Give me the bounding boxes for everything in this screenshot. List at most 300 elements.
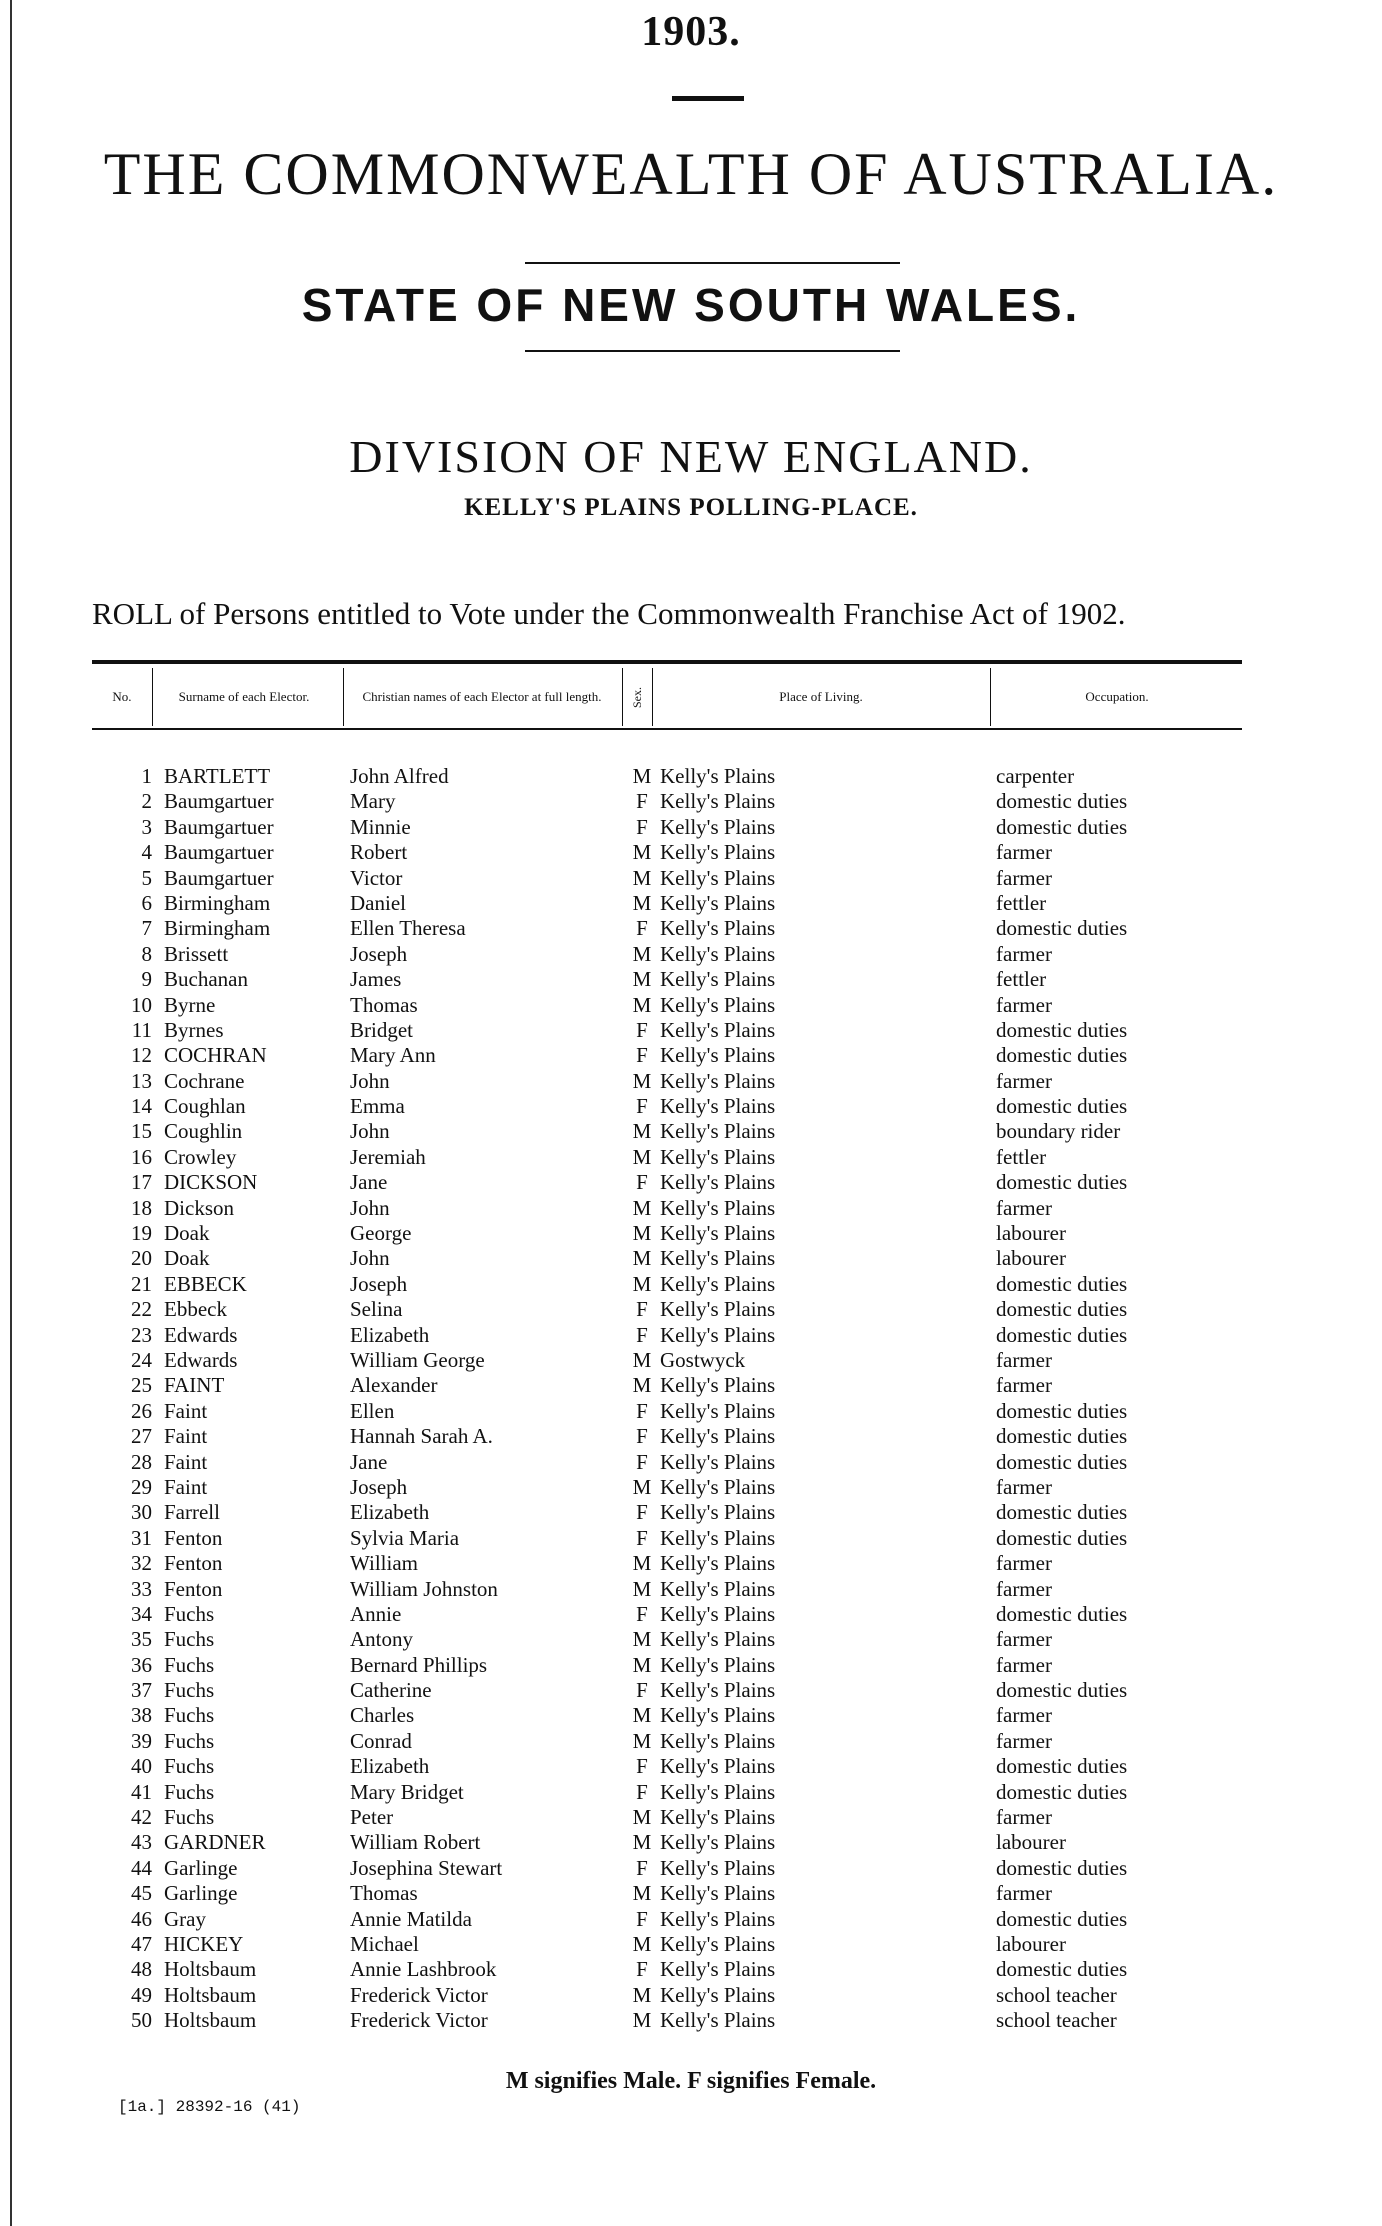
row-place-of-living: Kelly's Plains	[660, 1881, 776, 1906]
row-occupation: farmer	[996, 941, 1052, 966]
table-row	[92, 1094, 1252, 1119]
row-surname: Fuchs	[164, 1652, 215, 1677]
table-row	[92, 1830, 1252, 1855]
table-row	[92, 1856, 1252, 1881]
row-occupation: farmer	[996, 1805, 1052, 1830]
row-surname: Cochrane	[164, 1068, 245, 1093]
row-christian-names: Jane	[350, 1449, 388, 1474]
row-number: 5	[141, 865, 152, 890]
row-christian-names: Mary Bridget	[350, 1779, 464, 1804]
row-christian-names: Charles	[350, 1703, 415, 1728]
header-separator	[652, 668, 653, 726]
row-surname: Baumgartuer	[164, 814, 274, 839]
row-occupation: domestic duties	[996, 1500, 1128, 1525]
row-occupation: domestic duties	[996, 1043, 1128, 1068]
row-place-of-living: Kelly's Plains	[660, 1957, 776, 1982]
row-number: 32	[131, 1551, 152, 1576]
row-place-of-living: Kelly's Plains	[660, 840, 776, 865]
row-occupation: fettler	[996, 890, 1047, 915]
table-row	[92, 891, 1252, 916]
row-sex: F	[636, 1906, 648, 1931]
row-sex: F	[636, 1779, 648, 1804]
row-christian-names: Robert	[350, 840, 408, 865]
row-sex: F	[636, 1094, 648, 1119]
row-surname: Fenton	[164, 1525, 223, 1550]
row-number: 25	[131, 1373, 152, 1398]
row-occupation: domestic duties	[996, 814, 1128, 839]
row-occupation: domestic duties	[996, 1017, 1128, 1042]
row-place-of-living: Kelly's Plains	[660, 1373, 776, 1398]
row-place-of-living: Kelly's Plains	[660, 1322, 776, 1347]
row-occupation: farmer	[996, 1652, 1052, 1677]
table-row	[92, 1297, 1252, 1322]
row-place-of-living: Kelly's Plains	[660, 1271, 776, 1296]
row-surname: Dickson	[164, 1195, 234, 1220]
table-row	[92, 1043, 1252, 1068]
row-number: 34	[131, 1601, 152, 1626]
main-title: THE COMMONWEALTH OF AUSTRALIA.	[103, 141, 1279, 207]
row-occupation: farmer	[996, 1373, 1052, 1398]
row-christian-names: John Alfred	[350, 764, 449, 788]
division-heading: DIVISION OF NEW ENGLAND.	[349, 431, 1033, 482]
row-sex: F	[636, 916, 648, 941]
row-occupation: school teacher	[996, 2008, 1117, 2033]
row-occupation: farmer	[996, 1347, 1052, 1372]
row-number: 9	[141, 967, 152, 992]
header-no: No.	[112, 689, 132, 704]
table-row	[92, 1399, 1252, 1424]
row-number: 16	[131, 1144, 152, 1169]
row-christian-names: Jeremiah	[350, 1144, 426, 1169]
table-row	[92, 916, 1252, 941]
row-number: 12	[131, 1043, 152, 1068]
row-surname: Fuchs	[164, 1728, 215, 1753]
row-christian-names: Michael	[350, 1931, 419, 1956]
row-number: 30	[131, 1500, 152, 1525]
row-christian-names: Ellen	[350, 1398, 395, 1423]
row-number: 4	[141, 840, 152, 865]
row-number: 1	[141, 764, 152, 788]
row-christian-names: Elizabeth	[350, 1500, 430, 1525]
row-number: 21	[131, 1271, 152, 1296]
row-occupation: domestic duties	[996, 1754, 1128, 1779]
row-number: 13	[131, 1068, 152, 1093]
row-sex: F	[636, 1754, 648, 1779]
row-surname: Faint	[164, 1449, 208, 1474]
row-surname: Holtsbaum	[164, 1957, 257, 1982]
row-occupation: domestic duties	[996, 1855, 1128, 1880]
row-surname: Faint	[164, 1398, 208, 1423]
divider-short	[672, 96, 744, 101]
row-number: 39	[131, 1728, 152, 1753]
header-christian-names: Christian names of each Elector at full length.	[362, 689, 602, 704]
row-christian-names: Thomas	[350, 1881, 418, 1906]
row-sex: M	[632, 1373, 652, 1398]
row-christian-names: James	[350, 967, 402, 992]
row-place-of-living: Kelly's Plains	[660, 1855, 776, 1880]
row-number: 14	[131, 1094, 152, 1119]
row-christian-names: Ellen Theresa	[350, 916, 466, 941]
row-surname: EBBECK	[164, 1271, 247, 1296]
row-surname: Baumgartuer	[164, 789, 274, 814]
row-sex: F	[636, 1678, 648, 1703]
row-christian-names: Joseph	[350, 1271, 408, 1296]
sex-legend-footnote: M signifies Male. F signifies Female.	[505, 2068, 877, 2094]
row-occupation: farmer	[996, 1474, 1052, 1499]
row-surname: Birmingham	[164, 890, 271, 915]
table-row	[92, 1932, 1252, 1957]
row-place-of-living: Kelly's Plains	[660, 890, 776, 915]
row-place-of-living: Kelly's Plains	[660, 1500, 776, 1525]
table-row	[92, 866, 1252, 891]
row-number: 42	[131, 1805, 152, 1830]
row-occupation: domestic duties	[996, 1322, 1128, 1347]
row-sex: M	[632, 1195, 652, 1220]
row-surname: Faint	[164, 1474, 208, 1499]
row-sex: M	[632, 1982, 652, 2007]
table-row	[92, 1323, 1252, 1348]
row-sex: M	[632, 992, 652, 1017]
table-row	[92, 764, 1252, 789]
row-number: 22	[131, 1297, 152, 1322]
row-christian-names: Frederick Victor	[350, 2008, 488, 2033]
row-place-of-living: Kelly's Plains	[660, 1703, 776, 1728]
row-number: 35	[131, 1627, 152, 1652]
table-row	[92, 1526, 1252, 1551]
row-occupation: labourer	[996, 1830, 1066, 1855]
row-occupation: school teacher	[996, 1982, 1117, 2007]
row-occupation: labourer	[996, 1931, 1066, 1956]
table-row	[92, 967, 1252, 992]
row-place-of-living: Kelly's Plains	[660, 1424, 776, 1449]
header-separator	[152, 668, 153, 726]
row-surname: Fuchs	[164, 1754, 215, 1779]
row-place-of-living: Kelly's Plains	[660, 1779, 776, 1804]
row-occupation: domestic duties	[996, 1297, 1128, 1322]
row-christian-names: William Johnston	[350, 1576, 498, 1601]
table-row	[92, 840, 1252, 865]
table-row	[92, 1729, 1252, 1754]
row-sex: F	[636, 1297, 648, 1322]
row-christian-names: William George	[350, 1347, 485, 1372]
row-place-of-living: Kelly's Plains	[660, 992, 776, 1017]
row-sex: F	[636, 1601, 648, 1626]
row-surname: Crowley	[164, 1144, 237, 1169]
table-row	[92, 1373, 1252, 1398]
row-number: 6	[141, 890, 152, 915]
row-christian-names: Hannah Sarah A.	[350, 1424, 493, 1449]
row-number: 10	[131, 992, 152, 1017]
row-sex: M	[632, 1068, 652, 1093]
divider-state-bottom	[525, 350, 900, 352]
row-christian-names: Jane	[350, 1170, 388, 1195]
table-row	[92, 942, 1252, 967]
row-sex: F	[636, 1449, 648, 1474]
row-place-of-living: Kelly's Plains	[660, 2008, 776, 2033]
row-place-of-living: Kelly's Plains	[660, 1094, 776, 1119]
row-occupation: domestic duties	[996, 1424, 1128, 1449]
row-place-of-living: Kelly's Plains	[660, 1221, 776, 1246]
row-surname: Buchanan	[164, 967, 248, 992]
row-occupation: domestic duties	[996, 1678, 1128, 1703]
row-place-of-living: Kelly's Plains	[660, 764, 776, 788]
table-row	[92, 1703, 1252, 1728]
row-sex: F	[636, 1322, 648, 1347]
row-surname: Doak	[164, 1221, 210, 1246]
table-row	[92, 1119, 1252, 1144]
row-christian-names: Joseph	[350, 1474, 408, 1499]
row-christian-names: John	[350, 1246, 390, 1271]
row-occupation: farmer	[996, 840, 1052, 865]
row-occupation: farmer	[996, 1195, 1052, 1220]
row-number: 15	[131, 1119, 152, 1144]
table-row	[92, 1602, 1252, 1627]
row-place-of-living: Kelly's Plains	[660, 1017, 776, 1042]
polling-place-heading: KELLY'S PLAINS POLLING-PLACE.	[464, 494, 918, 521]
row-christian-names: Josephina Stewart	[350, 1855, 503, 1880]
row-surname: Holtsbaum	[164, 2008, 257, 2033]
row-number: 49	[131, 1982, 152, 2007]
row-occupation: farmer	[996, 1627, 1052, 1652]
row-christian-names: Elizabeth	[350, 1754, 430, 1779]
row-occupation: domestic duties	[996, 1094, 1128, 1119]
row-place-of-living: Kelly's Plains	[660, 1805, 776, 1830]
row-place-of-living: Kelly's Plains	[660, 1678, 776, 1703]
row-number: 33	[131, 1576, 152, 1601]
row-occupation: labourer	[996, 1221, 1066, 1246]
row-surname: GARDNER	[164, 1830, 266, 1855]
row-place-of-living: Kelly's Plains	[660, 1119, 776, 1144]
row-sex: F	[636, 1500, 648, 1525]
electoral-roll-table	[92, 764, 1252, 2034]
row-occupation: domestic duties	[996, 916, 1128, 941]
header-surname: Surname of each Elector.	[178, 689, 310, 704]
row-number: 46	[131, 1906, 152, 1931]
table-row	[92, 1907, 1252, 1932]
row-number: 26	[131, 1398, 152, 1423]
row-occupation: carpenter	[996, 764, 1075, 788]
table-row	[92, 1551, 1252, 1576]
row-surname: Holtsbaum	[164, 1982, 257, 2007]
row-surname: Doak	[164, 1246, 210, 1271]
row-christian-names: Frederick Victor	[350, 1982, 488, 2007]
table-row	[92, 1678, 1252, 1703]
row-number: 18	[131, 1195, 152, 1220]
page-left-border	[10, 0, 12, 2226]
table-top-rule	[92, 660, 1242, 664]
table-row	[92, 1246, 1252, 1271]
row-number: 7	[141, 916, 152, 941]
row-sex: F	[636, 1398, 648, 1423]
row-christian-names: Bridget	[350, 1017, 413, 1042]
row-sex: F	[636, 789, 648, 814]
header-sex: Sex.	[630, 686, 644, 708]
row-number: 11	[131, 1017, 152, 1042]
row-number: 28	[131, 1449, 152, 1474]
table-row	[92, 1069, 1252, 1094]
row-surname: Fenton	[164, 1576, 223, 1601]
row-surname: DICKSON	[164, 1170, 258, 1195]
row-occupation: domestic duties	[996, 789, 1128, 814]
row-sex: M	[632, 865, 652, 890]
row-occupation: domestic duties	[996, 1779, 1128, 1804]
row-place-of-living: Kelly's Plains	[660, 916, 776, 941]
row-number: 29	[131, 1474, 152, 1499]
row-number: 38	[131, 1703, 152, 1728]
row-occupation: fettler	[996, 967, 1047, 992]
row-surname: Baumgartuer	[164, 865, 274, 890]
row-sex: M	[632, 1474, 652, 1499]
table-row	[92, 815, 1252, 840]
row-christian-names: Daniel	[350, 890, 406, 915]
header-sex-cell	[624, 668, 650, 726]
row-surname: Baumgartuer	[164, 840, 274, 865]
row-occupation: domestic duties	[996, 1271, 1128, 1296]
row-place-of-living: Kelly's Plains	[660, 1144, 776, 1169]
row-place-of-living: Kelly's Plains	[660, 1931, 776, 1956]
row-christian-names: Bernard Phillips	[350, 1652, 488, 1677]
row-christian-names: Catherine	[350, 1678, 432, 1703]
row-place-of-living: Kelly's Plains	[660, 1398, 776, 1423]
row-christian-names: Minnie	[350, 814, 411, 839]
row-sex: M	[632, 1347, 652, 1372]
year-heading: 1903.	[641, 9, 741, 55]
row-christian-names: Elizabeth	[350, 1322, 430, 1347]
row-number: 48	[131, 1957, 152, 1982]
printer-reference: [1a.] 28392-16 (41)	[118, 2098, 301, 2116]
row-number: 19	[131, 1221, 152, 1246]
row-occupation: farmer	[996, 1576, 1052, 1601]
row-sex: M	[632, 1119, 652, 1144]
row-place-of-living: Kelly's Plains	[660, 865, 776, 890]
row-sex: M	[632, 1652, 652, 1677]
row-sex: M	[632, 1728, 652, 1753]
row-surname: BARTLETT	[164, 764, 271, 788]
row-place-of-living: Kelly's Plains	[660, 1170, 776, 1195]
row-number: 41	[131, 1779, 152, 1804]
row-sex: M	[632, 1830, 652, 1855]
row-christian-names: Antony	[350, 1627, 413, 1652]
row-occupation: boundary rider	[996, 1119, 1121, 1144]
row-number: 50	[131, 2008, 152, 2033]
row-occupation: domestic duties	[996, 1449, 1128, 1474]
row-number: 47	[131, 1931, 152, 1956]
row-surname: Fuchs	[164, 1703, 215, 1728]
row-occupation: domestic duties	[996, 1601, 1128, 1626]
row-sex: M	[632, 941, 652, 966]
header-separator	[343, 668, 344, 726]
header-place-of-living: Place of Living.	[779, 689, 863, 704]
table-row	[92, 1805, 1252, 1830]
row-place-of-living: Kelly's Plains	[660, 1576, 776, 1601]
row-surname: Fuchs	[164, 1805, 215, 1830]
row-christian-names: Alexander	[350, 1373, 438, 1398]
row-place-of-living: Kelly's Plains	[660, 1601, 776, 1626]
row-christian-names: George	[350, 1221, 412, 1246]
row-place-of-living: Kelly's Plains	[660, 1728, 776, 1753]
table-row	[92, 1881, 1252, 1906]
row-surname: Birmingham	[164, 916, 271, 941]
row-place-of-living: Kelly's Plains	[660, 1195, 776, 1220]
table-row	[92, 1754, 1252, 1779]
row-occupation: domestic duties	[996, 1906, 1128, 1931]
row-place-of-living: Kelly's Plains	[660, 814, 776, 839]
row-christian-names: Annie Lashbrook	[350, 1957, 497, 1982]
row-sex: M	[632, 1627, 652, 1652]
row-surname: Faint	[164, 1424, 208, 1449]
row-number: 8	[141, 941, 152, 966]
row-christian-names: Annie Matilda	[350, 1906, 472, 1931]
row-sex: M	[632, 1703, 652, 1728]
table-row	[92, 1450, 1252, 1475]
table-row	[92, 1475, 1252, 1500]
row-christian-names: Mary	[350, 789, 396, 814]
row-place-of-living: Kelly's Plains	[660, 1449, 776, 1474]
roll-title: ROLL of Persons entitled to Vote under the Commonwealth Franchise Act of 1902.	[92, 596, 1126, 631]
row-sex: M	[632, 1551, 652, 1576]
row-occupation: farmer	[996, 865, 1052, 890]
row-occupation: farmer	[996, 1881, 1052, 1906]
row-surname: COCHRAN	[164, 1043, 267, 1068]
row-place-of-living: Kelly's Plains	[660, 789, 776, 814]
table-row	[92, 1957, 1252, 1982]
table-row	[92, 1145, 1252, 1170]
header-separator	[622, 668, 623, 726]
row-sex: M	[632, 1805, 652, 1830]
row-sex: M	[632, 1221, 652, 1246]
row-occupation: domestic duties	[996, 1398, 1128, 1423]
row-number: 45	[131, 1881, 152, 1906]
row-place-of-living: Kelly's Plains	[660, 1551, 776, 1576]
row-sex: F	[636, 1957, 648, 1982]
row-christian-names: Selina	[350, 1297, 403, 1322]
row-christian-names: Emma	[350, 1094, 405, 1119]
row-place-of-living: Gostwyck	[660, 1347, 746, 1372]
row-place-of-living: Kelly's Plains	[660, 1652, 776, 1677]
row-sex: M	[632, 1931, 652, 1956]
row-number: 40	[131, 1754, 152, 1779]
row-surname: Edwards	[164, 1347, 238, 1372]
row-christian-names: Conrad	[350, 1728, 412, 1753]
row-occupation: farmer	[996, 992, 1052, 1017]
row-occupation: fettler	[996, 1144, 1047, 1169]
row-number: 36	[131, 1652, 152, 1677]
row-christian-names: William Robert	[350, 1830, 481, 1855]
row-surname: Garlinge	[164, 1855, 238, 1880]
row-occupation: domestic duties	[996, 1170, 1128, 1195]
row-number: 37	[131, 1678, 152, 1703]
row-place-of-living: Kelly's Plains	[660, 1830, 776, 1855]
row-surname: Coughlin	[164, 1119, 243, 1144]
row-surname: Fuchs	[164, 1779, 215, 1804]
row-surname: FAINT	[164, 1373, 225, 1398]
row-surname: Fenton	[164, 1551, 223, 1576]
row-occupation: domestic duties	[996, 1525, 1128, 1550]
table-row	[92, 1780, 1252, 1805]
row-place-of-living: Kelly's Plains	[660, 1474, 776, 1499]
table-row	[92, 1627, 1252, 1652]
row-surname: Byrnes	[164, 1017, 224, 1042]
row-christian-names: Thomas	[350, 992, 418, 1017]
row-number: 2	[141, 789, 152, 814]
row-sex: M	[632, 1246, 652, 1271]
table-row	[92, 1018, 1252, 1043]
table-row	[92, 2008, 1252, 2033]
row-christian-names: Joseph	[350, 941, 408, 966]
row-place-of-living: Kelly's Plains	[660, 1982, 776, 2007]
table-row	[92, 1170, 1252, 1195]
row-sex: M	[632, 764, 652, 788]
